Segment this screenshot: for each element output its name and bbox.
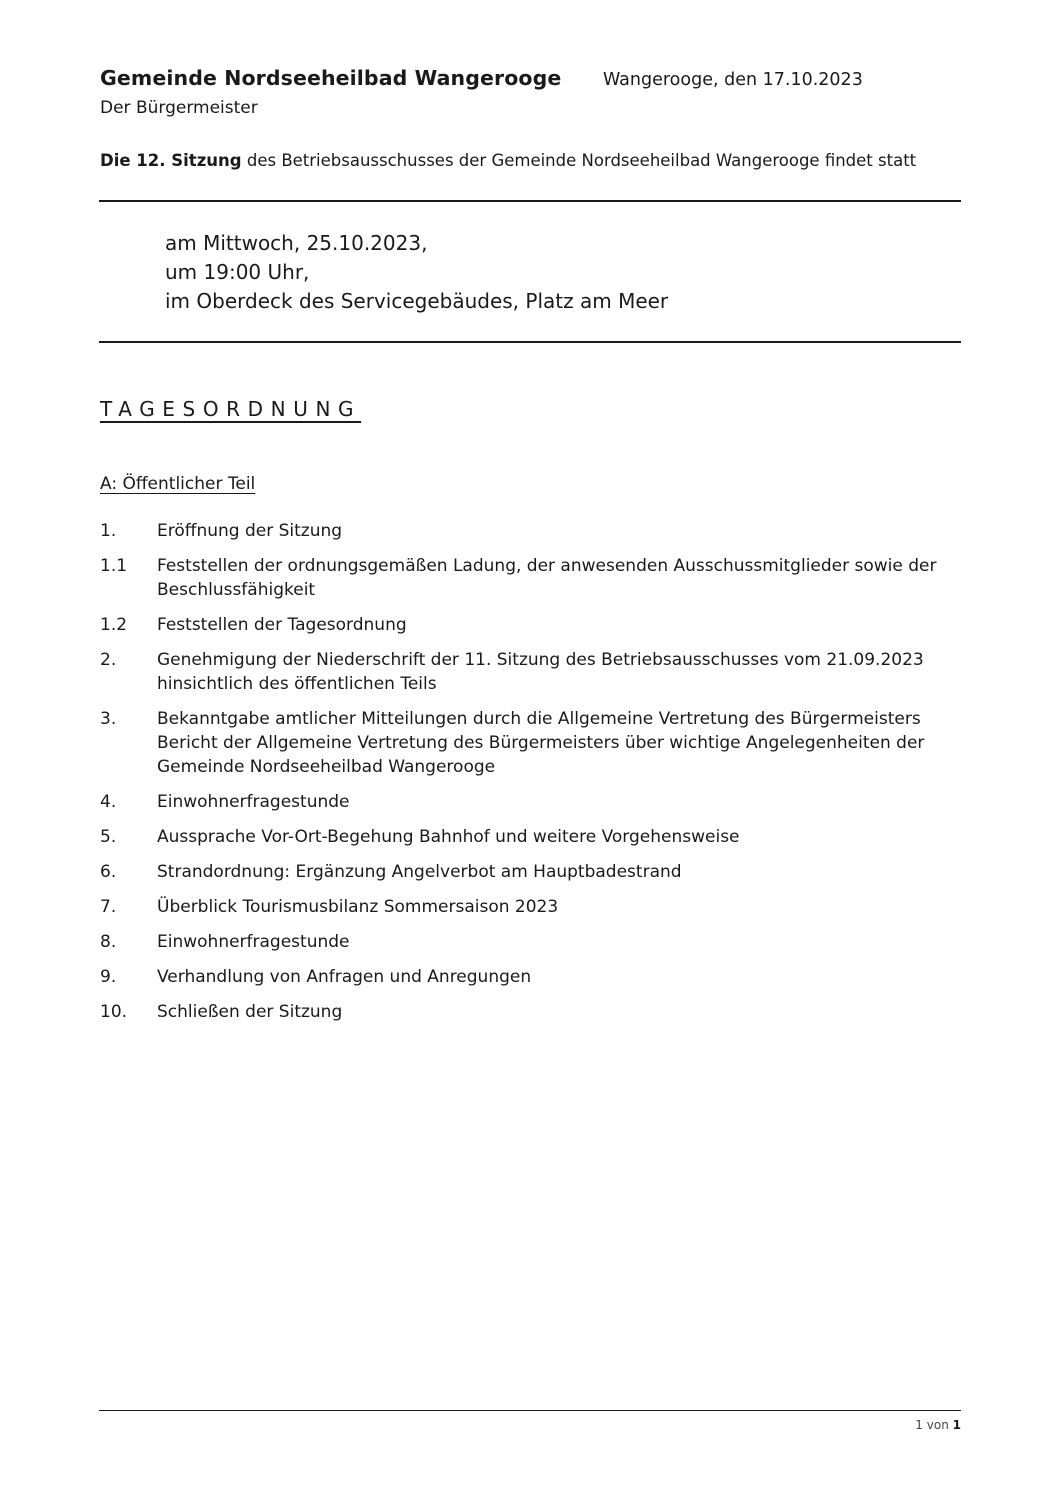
agenda-item-number: 6. [100, 862, 117, 882]
intro-sentence [100, 151, 916, 170]
agenda-item-number: 4. [100, 792, 117, 812]
agenda-item-line: hinsichtlich des öffentlichen Teils [157, 674, 437, 694]
agenda-item-number: 1.2 [100, 615, 128, 635]
agenda-item-line: Einwohnerfragestunde [157, 932, 350, 952]
agenda-item-number: 10. [100, 1002, 128, 1022]
agenda-item [100, 1000, 940, 1024]
agenda-item-text [157, 554, 940, 602]
agenda-item-number: 7. [100, 897, 117, 917]
agenda-item-text [157, 965, 940, 989]
agenda-item-number: 8. [100, 932, 117, 952]
meeting-date: am Mittwoch, 25.10.2023, [165, 231, 428, 255]
agenda-item-line: Eröffnung der Sitzung [157, 521, 343, 541]
agenda-item [100, 613, 940, 637]
page-current: 1 [915, 1418, 923, 1432]
agenda-item-number: 2. [100, 650, 117, 670]
agenda-item-line: Bericht der Allgemeine Vertretung des Bürgermeisters über wichtige Angelegenheiten der [157, 733, 925, 753]
agenda-item [100, 707, 940, 779]
agenda-item-line: Bekanntgabe amtlicher Mitteilungen durch die Allgemeine Vertretung des Bürgermeisters [157, 709, 921, 729]
agenda-item-text [157, 519, 940, 543]
agenda-item-text [157, 895, 940, 919]
agenda-item-text [157, 648, 940, 696]
agenda-item-line: Schließen der Sitzung [157, 1002, 343, 1022]
agenda-list [100, 519, 940, 1035]
agenda-item-number: 1.1 [100, 556, 128, 576]
agenda-item-text [157, 930, 940, 954]
agenda-item-line: Überblick Tourismusbilanz Sommersaison 2023 [157, 897, 559, 917]
agenda-item-line: Strandordnung: Ergänzung Angelverbot am Hauptbadestrand [157, 862, 682, 882]
agenda-item-number: 1. [100, 521, 117, 541]
intro-bold: Die 12. Sitzung [100, 151, 242, 170]
meeting-location: im Oberdeck des Servicegebäudes, Platz am Meer [165, 289, 669, 313]
divider-top [99, 200, 961, 202]
agenda-item-line: Feststellen der ordnungsgemäßen Ladung, der anwesenden Ausschussmitglieder sowie der [157, 556, 937, 576]
agenda-item [100, 860, 940, 884]
agenda-item [100, 519, 940, 543]
page-total: 1 [952, 1418, 961, 1432]
agenda-item-line: Einwohnerfragestunde [157, 792, 350, 812]
organization-name: Gemeinde Nordseeheilbad Wangerooge [100, 66, 562, 90]
agenda-item-text [157, 860, 940, 884]
agenda-item-text [157, 613, 940, 637]
agenda-item-line: Genehmigung der Niederschrift der 11. Sitzung des Betriebsausschusses vom 21.09.2023 [157, 650, 924, 670]
agenda-item-line: Aussprache Vor-Ort-Begehung Bahnhof und weitere Vorgehensweise [157, 827, 740, 847]
agenda-item [100, 930, 940, 954]
agenda-item [100, 895, 940, 919]
agenda-item-line: Feststellen der Tagesordnung [157, 615, 407, 635]
divider-middle [99, 341, 961, 343]
agenda-item-number: 3. [100, 709, 117, 729]
agenda-item [100, 965, 940, 989]
intro-rest: des Betriebsausschusses der Gemeinde Nordseeheilbad Wangerooge findet statt [241, 151, 917, 170]
agenda-item-text [157, 1000, 940, 1024]
agenda-item [100, 554, 940, 602]
meeting-details [165, 229, 668, 316]
agenda-item-line: Verhandlung von Anfragen und Anregungen [157, 967, 532, 987]
page-word: von [926, 1418, 949, 1432]
meeting-time: um 19:00 Uhr, [165, 260, 310, 284]
agenda-item-text [157, 707, 940, 779]
agenda-item-text [157, 790, 940, 814]
office-name: Der Bürgermeister [100, 98, 258, 118]
agenda-item-number: 9. [100, 967, 117, 987]
page-number [915, 1418, 961, 1432]
footer-divider [99, 1410, 961, 1411]
agenda-item-number: 5. [100, 827, 117, 847]
agenda-item [100, 790, 940, 814]
agenda-title: TAGESORDNUNG [100, 397, 362, 421]
agenda-item-line: Gemeinde Nordseeheilbad Wangerooge [157, 757, 496, 777]
agenda-item [100, 648, 940, 696]
place-date: Wangerooge, den 17.10.2023 [603, 70, 863, 90]
agenda-item-line: Beschlussfähigkeit [157, 580, 316, 600]
agenda-item [100, 825, 940, 849]
agenda-item-text [157, 825, 940, 849]
section-title: A: Öffentlicher Teil [100, 474, 256, 494]
